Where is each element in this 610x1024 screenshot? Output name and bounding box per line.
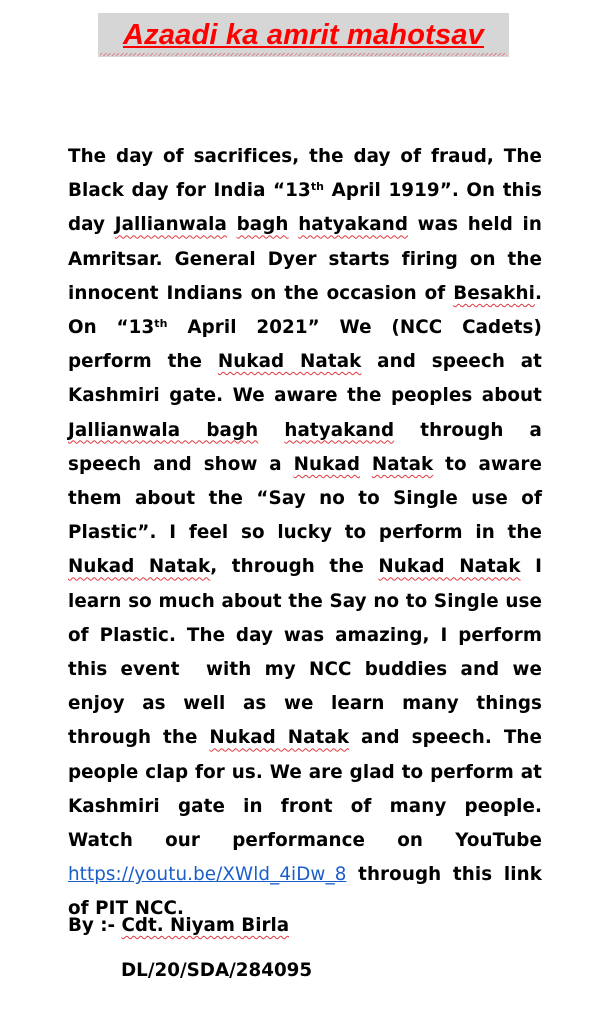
text-run — [227, 214, 237, 235]
text-run: through a speech and show a — [68, 419, 542, 475]
title-highlight — [98, 13, 509, 57]
ordinal-suffix: th — [310, 180, 325, 194]
signature-line — [68, 909, 289, 943]
cadet-name: Cdt. Niyam Birla — [121, 915, 290, 936]
text-run — [360, 454, 372, 475]
misspelled-word: Nukad — [293, 453, 361, 475]
misspelled-word: Natak — [371, 453, 434, 475]
misspelled-word: Jallianwala bagh — [68, 419, 259, 441]
document-title: Azaadi ka amrit mahotsav — [123, 19, 484, 51]
body-paragraph — [68, 140, 542, 927]
text-run: I learn so much about the Say no to Single use of Plastic. The day was amazing, I perform this event with my NCC buddies and we enjoy as well as we learn many things through the — [68, 556, 542, 749]
youtube-link[interactable]: https://youtu.be/XWld_4iDw_8 — [68, 864, 347, 886]
text-run: , through the — [210, 556, 379, 578]
misspelled-word: Nukad Natak — [378, 556, 521, 578]
text-run: April 1919”. On this day — [68, 180, 542, 236]
text-run: and speech at Kashmiri gate. We aware the peoples about — [68, 351, 542, 407]
text-run: was held in Amritsar. General Dyer starts firing on the innocent Indians on the occasion of — [68, 214, 543, 304]
text-run — [289, 214, 299, 235]
text-run: April 2021” We (NCC Cadets) perform the — [68, 317, 542, 373]
registration-number: DL/20/SDA/284095 — [121, 960, 313, 981]
misspelled-word: Nukad Natak — [68, 556, 211, 578]
misspelled-word: Jallianwala — [114, 214, 227, 236]
text-run: The day of sacrifices, the day of fraud, The Black day for India “13 — [68, 146, 542, 202]
misspelled-word: bagh — [236, 214, 289, 236]
misspelled-word: Besakhi — [453, 282, 535, 304]
misspelled-word: Nukad Natak — [217, 351, 362, 373]
spellcheck-squiggle — [100, 53, 507, 56]
ordinal-suffix: th — [154, 317, 168, 331]
signature-prefix: By :- — [68, 915, 122, 936]
misspelled-word: hatyakand — [298, 214, 409, 236]
misspelled-word: hatyakand — [284, 419, 395, 441]
misspelled-word: Nukad Natak — [209, 727, 350, 749]
text-run: and speech. The people clap for us. We are glad to perform at Kashmiri gate in front of many people. Watch our performance on YouTube — [68, 727, 542, 852]
text-run — [258, 420, 284, 441]
text-run: to aware them about the “Say no to Single use of Plastic”. I feel so lucky to perform in the — [68, 453, 542, 544]
text-run: through this link of PIT NCC. — [68, 864, 542, 920]
text-run: . On “13 — [68, 282, 542, 339]
